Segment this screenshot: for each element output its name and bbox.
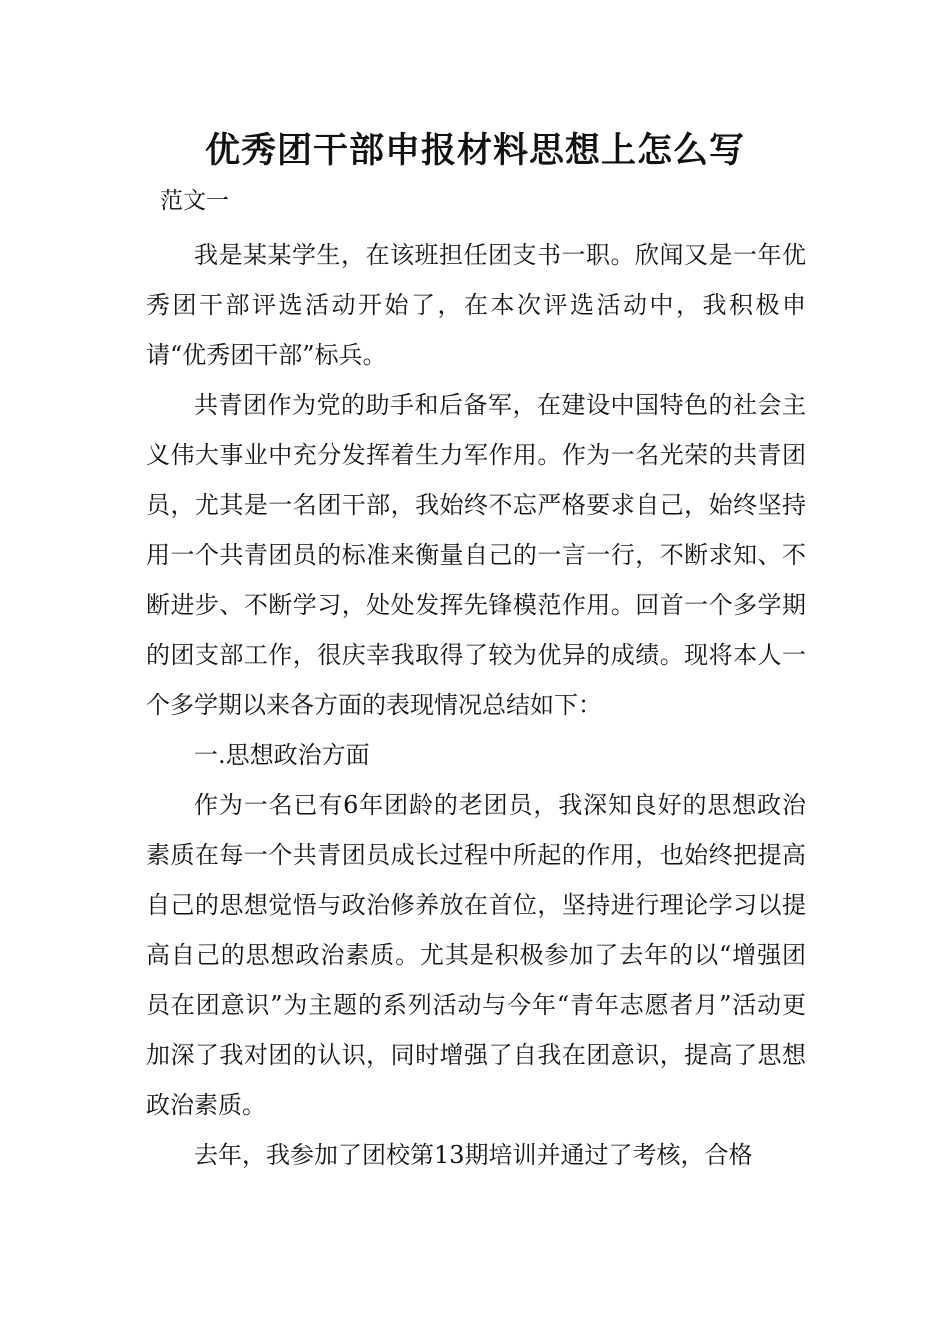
- document-subtitle: 范文一: [160, 188, 229, 214]
- paragraph-training: 去年，我参加了团校第13期培训并通过了考核，合格: [194, 1141, 753, 1169]
- document-title: 优秀团干部申报材料思想上怎么写: [204, 130, 745, 171]
- document-body: [146, 230, 806, 1180]
- paragraph-ideology: 作为一名已有6年团龄的老团员，我深知良好的思想政治素质在每一个共青团员成长过程中所起的作用，也始终把提高自己的思想觉悟与政治修养放在首位，坚持进行理论学习以提高自己的思想政治素质。尤其是积极参加了去年的以“增强团员在团意识”为主题的系列活动与今年“青年志愿者月”活动更加深了我对团的认识，同时增强了自我在团意识，提高了思想政治素质。: [146, 791, 806, 1119]
- paragraph-intro: 我是某某学生，在该班担任团支书一职。欣闻又是一年优秀团干部评选活动开始了，在本次评选活动中，我积极申请“优秀团干部”标兵。: [146, 241, 806, 369]
- section-heading-ideology: 一.思想政治方面: [194, 741, 370, 769]
- paragraph-background: 共青团作为党的助手和后备军，在建设中国特色的社会主义伟大事业中充分发挥着生力军作用。作为一名光荣的共青团员，尤其是一名团干部，我始终不忘严格要求自己，始终坚持用一个共青团员的标准来衡量自己的一言一行，不断求知、不断进步、不断学习，处处发挥先锋模范作用。回首一个多学期的团支部工作，很庆幸我取得了较为优异的成绩。现将本人一个多学期以来各方面的表现情况总结如下：: [146, 391, 806, 719]
